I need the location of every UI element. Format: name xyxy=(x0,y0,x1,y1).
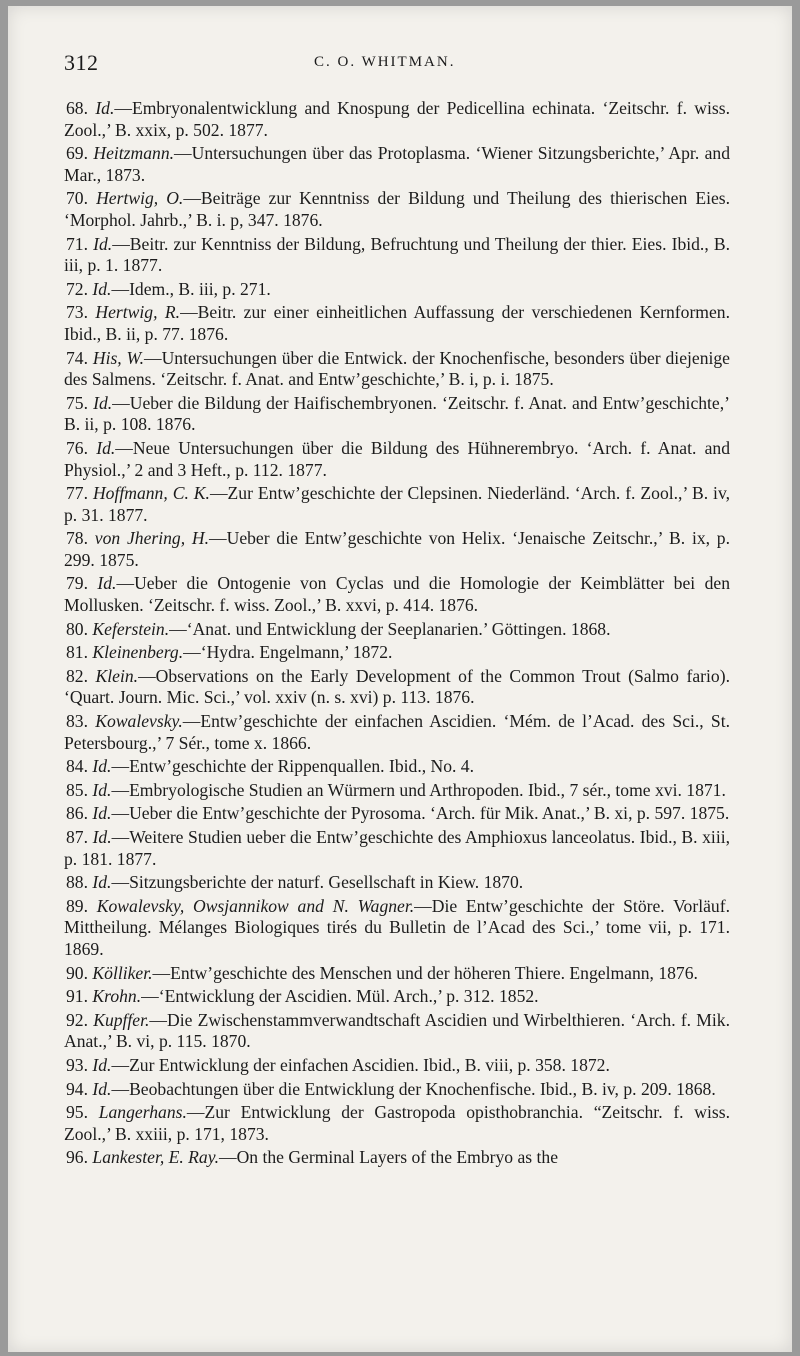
reference-author: His, W. xyxy=(92,347,144,368)
reference-text: —Embryonalentwicklung and Knospung der Pedicellina echinata. ‘Zeitschr. f. wiss. Zool.,’ B. xxix, p. 502. 1877. xyxy=(64,98,730,140)
reference-text: —Beiträge zur Kenntniss der Bildung und Theilung des thierischen Eies. ‘Morphol. Jahrb.,’ B. i. p, 347. 1876. xyxy=(64,188,731,230)
reference-number: 80. xyxy=(66,618,88,639)
reference-entry xyxy=(64,279,730,301)
reference-author: Id. xyxy=(92,779,112,800)
reference-text: —Untersuchungen über die Entwick. der Knochenfische, besonders über diejenige des Salmens. ‘Zeitschr. f. Anat. and Entw’geschichte,’ B. i, p. i. 1875. xyxy=(64,347,730,390)
reference-text: —Die Zwischenstammverwandtschaft Ascidien und Wirbelthieren. ‘Arch. f. Mik. Anat.,’ B. vi, p. 115. 1870. xyxy=(64,1009,730,1052)
reference-author: Krohn. xyxy=(92,986,142,1007)
reference-author: von Jhering, H. xyxy=(94,528,210,549)
reference-author: Id. xyxy=(93,392,113,413)
reference-number: 69. xyxy=(66,143,88,164)
reference-text: —Sitzungsberichte der naturf. Gesellschaft in Kiew. 1870. xyxy=(111,872,524,893)
reference-number: 68. xyxy=(66,98,88,118)
reference-entry xyxy=(64,234,730,277)
reference-author: Id. xyxy=(92,1078,112,1099)
reference-text: —Idem., B. iii, p. 271. xyxy=(111,278,271,299)
reference-author: Kowalevsky. xyxy=(95,711,183,732)
reference-entry xyxy=(64,780,730,802)
reference-author: Kölliker. xyxy=(92,962,153,983)
reference-entry xyxy=(64,1147,730,1169)
reference-number: 88. xyxy=(66,872,88,893)
reference-author: Kowalevsky, Owsjannikow and N. Wagner. xyxy=(96,895,415,916)
reference-author: Hoffmann, C. K. xyxy=(92,483,210,504)
reference-number: 71. xyxy=(66,233,88,254)
book-page xyxy=(8,6,792,1352)
reference-entry xyxy=(64,827,730,870)
reference-text: —Entw’geschichte der Rippenquallen. Ibid., No. 4. xyxy=(111,756,475,777)
reference-author: Kupffer. xyxy=(93,1009,150,1030)
reference-number: 96. xyxy=(66,1147,88,1168)
reference-author: Kleinenberg. xyxy=(92,642,184,663)
reference-text: —Ueber die Ontogenie von Cyclas und die Homologie der Keimblätter bei den Mollusken. ‘Zeitschr. f. wiss. Zool.,’ B. xxvi, p. 414. 1876. xyxy=(64,573,730,616)
reference-author: Id. xyxy=(92,756,112,777)
reference-text: —Beitr. zur Kenntniss der Bildung, Befruchtung und Theilung der thier. Eies. Ibid., B. iii, p. 1. 1877. xyxy=(64,233,730,276)
reference-number: 70. xyxy=(66,188,88,209)
reference-entry xyxy=(64,756,730,778)
reference-entry xyxy=(64,619,730,641)
reference-number: 92. xyxy=(66,1009,88,1030)
reference-text: —Entw’geschichte des Menschen und der höheren Thiere. Engelmann, 1876. xyxy=(152,962,698,983)
reference-entry xyxy=(64,438,730,481)
reference-entry xyxy=(64,143,730,186)
reference-text: —Zur Entwicklung der einfachen Ascidien. Ibid., B. viii, p. 358. 1872. xyxy=(111,1054,610,1075)
reference-author: Heitzmann. xyxy=(93,143,175,164)
reference-author: Id. xyxy=(92,872,112,893)
page-number: 312 xyxy=(64,50,99,75)
reference-number: 95. xyxy=(66,1102,88,1123)
reference-number: 93. xyxy=(66,1054,88,1075)
reference-text: —Beobachtungen über die Entwicklung der Knochenfische. Ibid., B. iv, p. 209. 1868. xyxy=(111,1078,716,1099)
reference-entry xyxy=(64,1010,730,1053)
reference-entry xyxy=(64,483,730,526)
reference-entry xyxy=(64,528,730,571)
reference-number: 76. xyxy=(66,437,88,458)
reference-author: Id. xyxy=(97,573,117,594)
reference-number: 82. xyxy=(66,665,88,686)
reference-author: Id. xyxy=(96,437,116,458)
reference-number: 77. xyxy=(66,483,88,504)
reference-number: 84. xyxy=(66,756,88,777)
reference-number: 89. xyxy=(66,895,88,916)
reference-text: —‘Entwicklung der Ascidien. Mül. Arch.,’ p. 312. 1852. xyxy=(141,986,539,1007)
reference-author: Hertwig, R. xyxy=(95,302,181,323)
reference-author: Klein. xyxy=(95,665,139,686)
reference-text: —Untersuchungen über das Protoplasma. ‘Wiener Sitzungsberichte,’ Apr. and Mar., 1873. xyxy=(64,143,730,185)
reference-number: 86. xyxy=(66,803,88,824)
reference-author: Lankester, E. Ray. xyxy=(92,1147,219,1168)
reference-entry xyxy=(64,393,730,436)
reference-text: —Embryologische Studien an Würmern und Arthropoden. Ibid., 7 sér., tome xvi. 1871. xyxy=(111,779,726,800)
running-head: C. O. WHITMAN. xyxy=(314,54,456,70)
reference-text: —Ueber die Entw’geschichte von Helix. ‘Jenaische Zeitschr.,’ B. ix, p. 299. 1875. xyxy=(64,528,731,570)
reference-text: —Die Entw’geschichte der Störe. Vorläuf. Mittheilung. Mélanges Biologiques tirés du Bulletin de l’Acad des Sci.,’ tome vii, p. 171. 1869. xyxy=(64,895,730,959)
reference-number: 78. xyxy=(66,528,88,549)
reference-entry xyxy=(64,666,730,709)
reference-number: 94. xyxy=(66,1078,88,1099)
reference-number: 91. xyxy=(66,986,88,1007)
reference-entry xyxy=(64,1079,730,1101)
reference-author: Langerhans. xyxy=(98,1102,187,1123)
reference-entry xyxy=(64,573,730,616)
reference-entry xyxy=(64,896,730,961)
reference-entry xyxy=(64,1102,730,1145)
reference-text: —Zur Entwicklung der Gastropoda opisthobranchia. “Zeitschr. f. wiss. Zool.,’ B. xxiii, p. 171, 1873. xyxy=(64,1102,730,1144)
reference-entry xyxy=(64,348,730,391)
reference-number: 81. xyxy=(66,642,88,663)
reference-author: Id. xyxy=(93,233,113,254)
reference-text: —On the Germinal Layers of the Embryo as the xyxy=(218,1147,559,1168)
reference-author: Id. xyxy=(92,827,112,847)
reference-author: Id. xyxy=(92,803,112,824)
reference-author: Id. xyxy=(92,278,112,299)
reference-entry xyxy=(64,711,730,754)
reference-number: 90. xyxy=(66,962,88,983)
reference-text: —‘Anat. und Entwicklung der Seeplanarien.’ Göttingen. 1868. xyxy=(169,618,611,639)
reference-number: 79. xyxy=(66,573,88,594)
page-header xyxy=(64,50,734,82)
reference-author: Hertwig, O. xyxy=(96,188,184,209)
reference-author: Id. xyxy=(92,1054,112,1075)
reference-number: 73. xyxy=(66,302,88,323)
reference-entry xyxy=(64,188,730,231)
reference-entry xyxy=(64,963,730,985)
reference-entry xyxy=(64,642,730,664)
reference-number: 74. xyxy=(66,347,88,368)
reference-text: —Weitere Studien ueber die Entw’geschichte des Amphioxus lanceolatus. Ibid., B. xiii, p. 181. 1877. xyxy=(64,827,730,869)
reference-text: —Beitr. zur einer einheitlichen Auffassung der verschiedenen Kernformen. Ibid., B. ii, p. 77. 1876. xyxy=(64,302,730,344)
reference-text: —Neue Untersuchungen über die Bildung des Hühnerembryo. ‘Arch. f. Anat. and Physiol.,’ 2 and 3 Heft., p. 112. 1877. xyxy=(64,437,730,480)
reference-author: Id. xyxy=(95,98,115,118)
reference-number: 85. xyxy=(66,779,88,800)
reference-number: 75. xyxy=(66,392,88,413)
reference-text: —Observations on the Early Development of the Common Trout (Salmo fario). ‘Quart. Journ. Mic. Sci.,’ vol. xxiv (n. s. xvi) p. 113. 1876. xyxy=(64,665,730,708)
reference-text: —Ueber die Entw’geschichte der Pyrosoma. ‘Arch. für Mik. Anat.,’ B. xi, p. 597. 1875. xyxy=(111,803,730,824)
reference-text: —Entw’geschichte der einfachen Ascidien. ‘Mém. de l’Acad. des Sci., St. Petersbourg.,’ 7 Sér., tome x. 1866. xyxy=(64,711,730,753)
reference-entry xyxy=(64,986,730,1008)
reference-number: 72. xyxy=(66,278,88,299)
reference-text: —Zur Entw’geschichte der Clepsinen. Niederländ. ‘Arch. f. Zool.,’ B. iv, p. 31. 1877. xyxy=(64,483,731,525)
reference-text: —Ueber die Bildung der Haifischembryonen. ‘Zeitschr. f. Anat. and Entw’geschichte,’ B. ii, p. 108. 1876. xyxy=(64,392,730,435)
reference-entry xyxy=(64,98,730,141)
reference-author: Keferstein. xyxy=(92,618,170,639)
reference-text: —‘Hydra. Engelmann,’ 1872. xyxy=(183,642,393,663)
reference-entry xyxy=(64,302,730,345)
reference-number: 83. xyxy=(66,711,88,732)
reference-list xyxy=(64,98,730,1171)
reference-number: 87. xyxy=(66,827,88,847)
reference-entry xyxy=(64,1055,730,1077)
reference-entry xyxy=(64,872,730,894)
reference-entry xyxy=(64,803,730,825)
